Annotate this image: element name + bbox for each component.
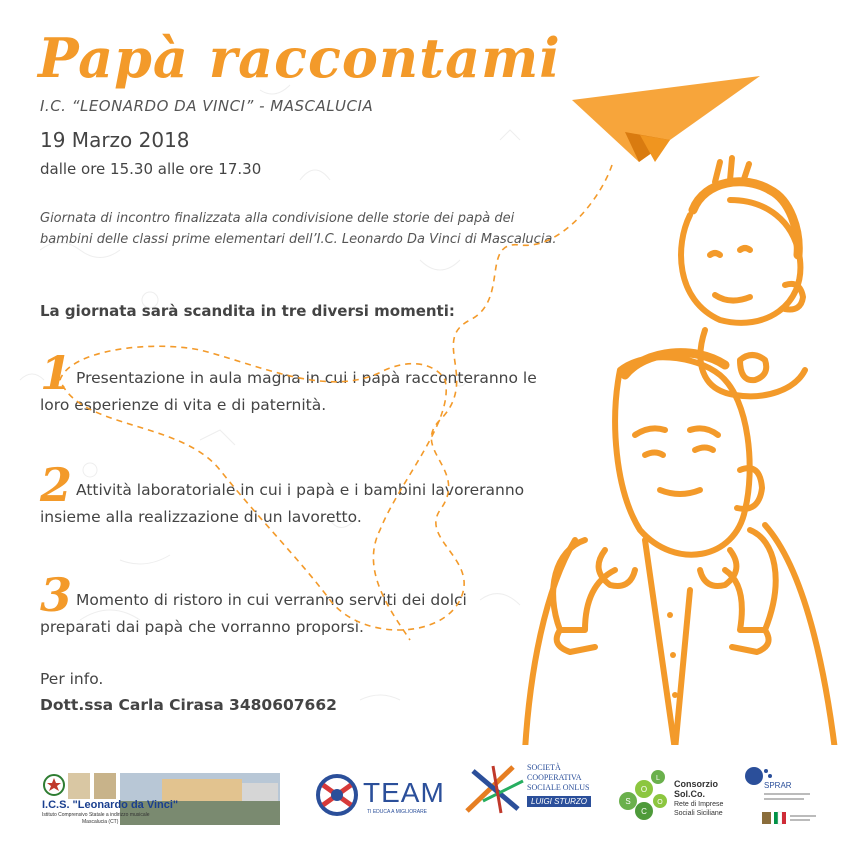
team-logo — [313, 771, 448, 821]
school-subtitle-1: Istituto Comprensivo Statale a indirizzo musicale — [42, 812, 150, 818]
school-logo — [42, 771, 282, 827]
school-subtitle: I.C. “LEONARDO DA VINCI” - MASCALUCIA — [40, 97, 374, 115]
solco-letter: S — [625, 797, 631, 806]
coop-logo — [463, 761, 593, 827]
solco-letter: C — [641, 807, 647, 816]
italian-flag-icon — [762, 811, 818, 825]
solco-emblem-icon — [618, 769, 668, 823]
coop-name: LUIGI STURZO — [527, 796, 591, 807]
sprar-name: SPRAR — [764, 781, 792, 790]
step-text: Momento di ristoro in cui verranno serviti dei dolci preparati dai papà che vorranno proporsi. — [40, 591, 467, 636]
step-number: 3 — [40, 568, 73, 622]
info-label: Per info. — [40, 670, 104, 688]
team-tagline: TI EDUCA A MIGLIORARE — [367, 809, 428, 815]
intro-paragraph: Giornata di incontro finalizzata alla condivisione delle storie dei papà dei bambini delle classi prime elementari dell’I.C. Leonardo Da Vinci di Mascalucia. — [40, 211, 557, 247]
father-child-illustration — [515, 70, 842, 750]
step-2 — [40, 458, 540, 531]
event-date: 19 Marzo 2018 — [40, 128, 190, 152]
solco-line-2: Sociali Siciliane — [674, 810, 723, 817]
coop-line-2: COOPERATIVA — [527, 773, 582, 782]
school-subtitle-2: Mascalucia (CT) — [82, 819, 119, 825]
solco-line-1: Rete di Imprese — [674, 801, 724, 808]
step-1 — [40, 346, 540, 419]
step-number: 2 — [40, 458, 73, 512]
coop-emblem-icon — [463, 761, 533, 817]
step-number: 1 — [40, 346, 73, 400]
sprar-logo — [744, 765, 824, 831]
page-title: Papà raccontami — [38, 26, 561, 90]
sprar-caption-lines — [764, 792, 814, 804]
info-contact: Dott.ssa Carla Cirasa 3480607662 — [40, 696, 337, 714]
step-text: Presentazione in aula magna in cui i papà racconteranno le loro esperienze di vita e di paternità. — [40, 369, 537, 414]
solco-letter: O — [657, 799, 663, 806]
coop-line-1: SOCIETÀ — [527, 763, 561, 772]
solco-name: Consorzio Sol.Co. — [674, 779, 718, 799]
coop-line-3: SOCIALE ONLUS — [527, 783, 590, 792]
sponsor-footer — [0, 745, 842, 842]
solco-logo — [618, 769, 738, 829]
solco-letter: L — [656, 775, 660, 782]
moments-heading: La giornata sarà scandita in tre diversi momenti: — [40, 302, 455, 320]
solco-letter: O — [640, 785, 648, 794]
step-text: Attività laboratoriale in cui i papà e i bambini lavoreranno insieme alla realizzazione di un lavoretto. — [40, 481, 525, 526]
paper-plane-icon — [572, 76, 760, 162]
step-3 — [40, 568, 540, 641]
event-time: dalle ore 15.30 alle ore 17.30 — [40, 160, 262, 178]
team-emblem-icon — [313, 771, 361, 819]
school-name: I.C.S. "Leonardo da Vinci" — [42, 799, 179, 811]
team-name: TEAM — [363, 777, 445, 808]
